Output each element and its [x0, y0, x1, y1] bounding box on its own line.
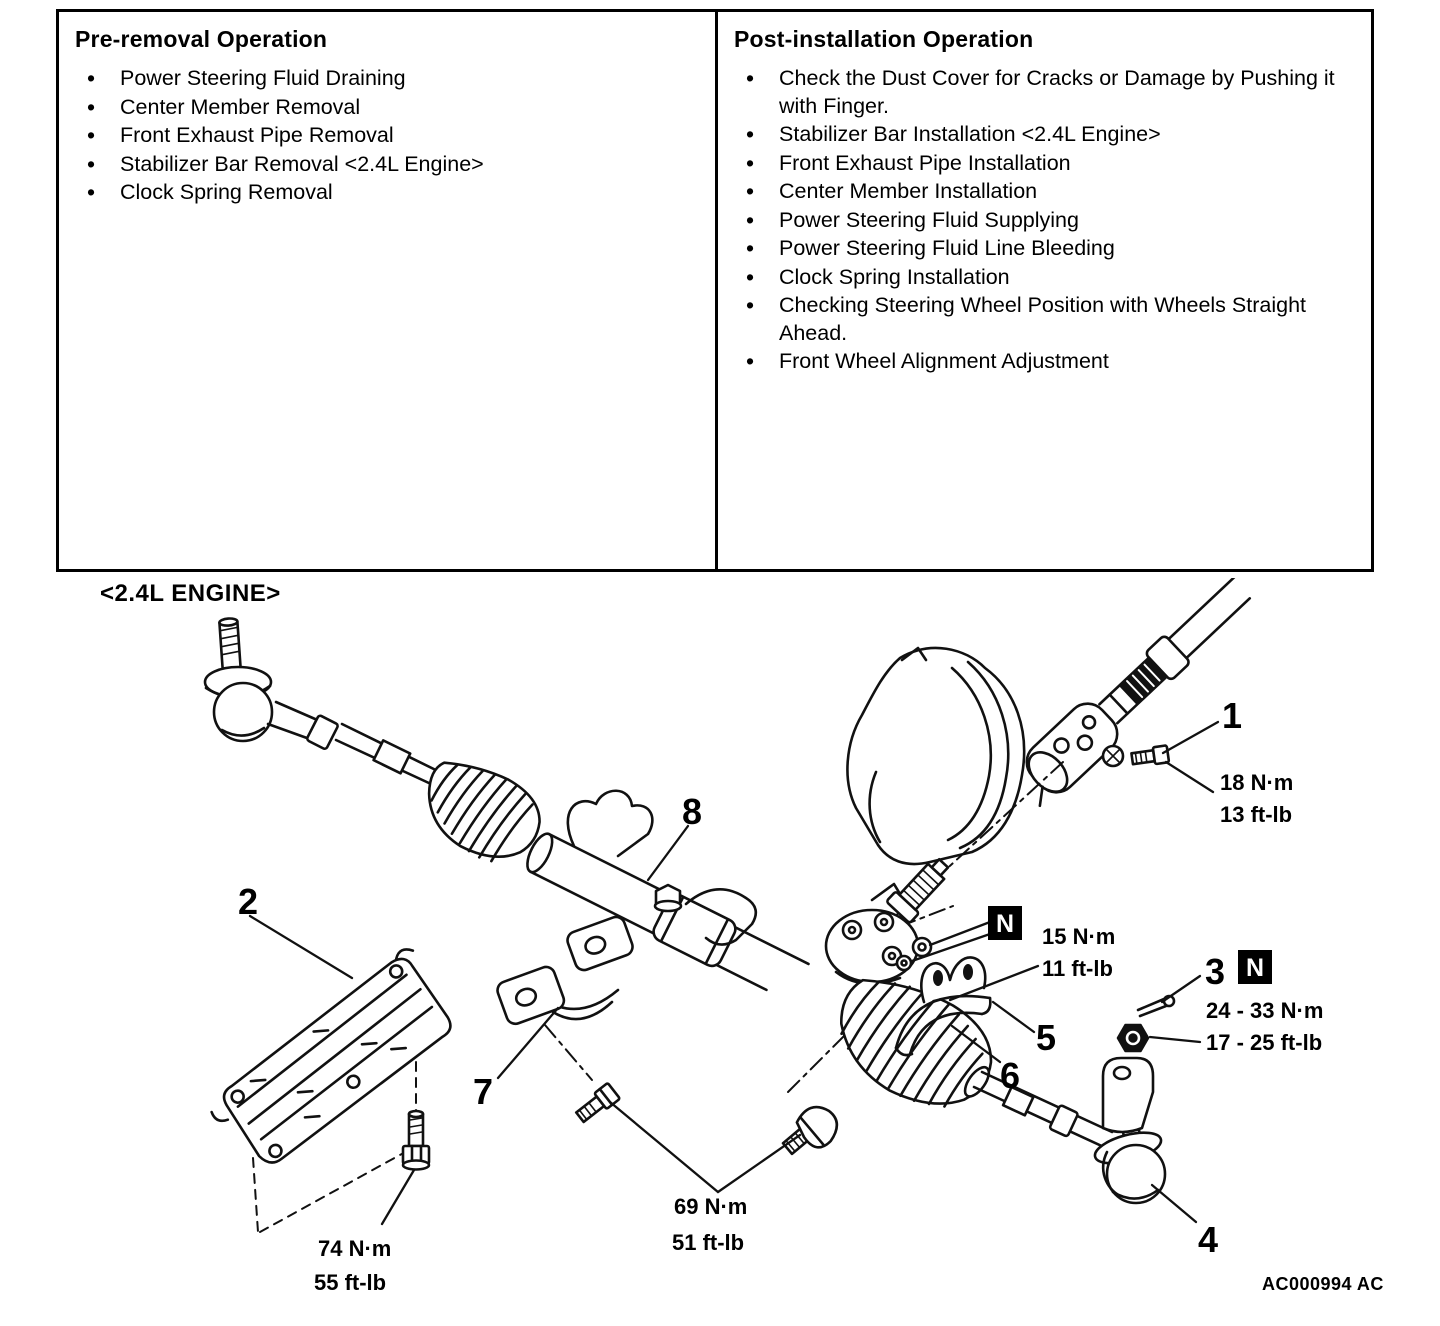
castle-nut-and-pin	[1103, 996, 1174, 1132]
pre-removal-title: Pre-removal Operation	[75, 26, 328, 52]
note-box-nut	[1238, 950, 1272, 984]
callout-7: 7	[473, 1071, 494, 1112]
pre-removal-panel	[59, 12, 718, 569]
outer-tie-rod-left	[205, 618, 448, 790]
mounting-clamp	[495, 914, 635, 1026]
post-installation-item: • Checking Steering Wheel Position with Wheels Straight Ahead.	[734, 292, 1355, 347]
assembly-axis-line	[788, 1028, 852, 1092]
torque-24-33nm: 24 - 33 N·m	[1206, 998, 1324, 1023]
post-installation-panel	[718, 12, 1371, 569]
shield-projection-line	[253, 1158, 258, 1232]
post-installation-item: • Power Steering Fluid Line Bleeding	[734, 235, 1355, 263]
post-installation-item: • Check the Dust Cover for Cracks or Damage by Pushing it with Finger.	[734, 65, 1355, 120]
shield-bolt	[403, 1111, 429, 1170]
note-symbol: N	[995, 910, 1015, 938]
post-installation-item: • Clock Spring Installation	[734, 264, 1355, 292]
rack-mount-bolt-right	[776, 1099, 845, 1165]
post-installation-list	[734, 65, 1355, 376]
post-installation-item: • Center Member Installation	[734, 178, 1355, 206]
torque-11ftlb: 11 ft-lb	[1042, 956, 1113, 981]
rack-tube	[521, 827, 811, 1006]
heat-shield	[205, 945, 466, 1179]
post-installation-item: • Stabilizer Bar Installation <2.4L Engine>	[734, 121, 1355, 149]
note-box-washers	[988, 906, 1022, 940]
dust-cover	[847, 648, 1024, 864]
pre-removal-item: • Clock Spring Removal	[75, 179, 699, 207]
diagram-area	[0, 578, 1440, 1326]
post-installation-item: • Front Exhaust Pipe Installation	[734, 150, 1355, 178]
post-installation-item: • Power Steering Fluid Supplying	[734, 207, 1355, 235]
assembly-axis-line	[545, 1025, 592, 1080]
pre-removal-item: • Stabilizer Bar Removal <2.4L Engine>	[75, 151, 699, 179]
callout-4: 4	[1198, 1219, 1219, 1260]
torque-55ftlb: 55 ft-lb	[314, 1270, 387, 1295]
figure-code: AC000994 AC	[1262, 1274, 1384, 1294]
pre-removal-item: • Power Steering Fluid Draining	[75, 65, 699, 93]
callout-5: 5	[1036, 1017, 1057, 1058]
callout-3: 3	[1205, 951, 1226, 992]
torque-17-25ftlb: 17 - 25 ft-lb	[1206, 1030, 1323, 1055]
torque-18nm: 18 N·m	[1220, 770, 1294, 795]
callout-6: 6	[1000, 1055, 1021, 1096]
callout-2: 2	[238, 881, 259, 922]
operation-panels	[56, 9, 1374, 572]
post-installation-item: • Front Wheel Alignment Adjustment	[734, 348, 1355, 376]
note-symbol: N	[1245, 954, 1265, 982]
torque-13ftlb: 13 ft-lb	[1220, 802, 1293, 827]
torque-15nm: 15 N·m	[1042, 924, 1116, 949]
torque-51ftlb: 51 ft-lb	[672, 1230, 745, 1255]
post-installation-title: Post-installation Operation	[734, 26, 1034, 52]
pre-removal-item: • Center Member Removal	[75, 94, 699, 122]
pre-removal-list	[75, 65, 699, 207]
column-clamp-bolt	[1103, 745, 1169, 767]
callout-1: 1	[1222, 695, 1243, 736]
pre-removal-item: • Front Exhaust Pipe Removal	[75, 122, 699, 150]
steering-gear-diagram	[0, 578, 1440, 1326]
callout-8: 8	[682, 791, 703, 832]
engine-variant-label: <2.4L ENGINE>	[100, 580, 281, 607]
torque-74nm: 74 N·m	[318, 1236, 392, 1261]
torque-69nm: 69 N·m	[674, 1194, 748, 1219]
